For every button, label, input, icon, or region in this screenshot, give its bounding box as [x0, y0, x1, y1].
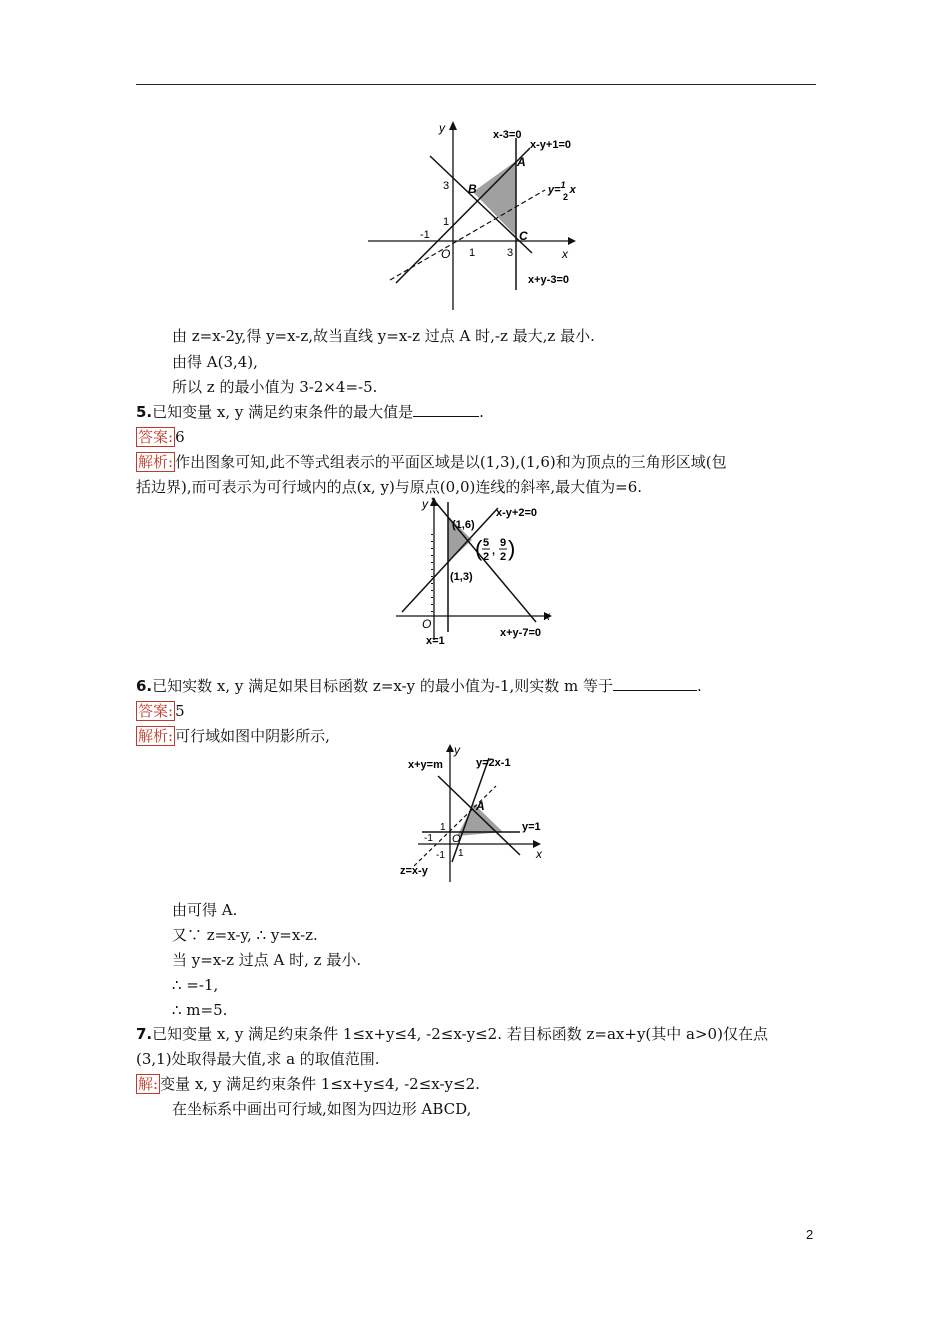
- frac-b-den: 2: [500, 551, 507, 563]
- label-x-equals-1: x=1: [426, 635, 445, 646]
- question-5: [136, 399, 816, 425]
- q6-analysis-text: 可行域如图中阴影所示,: [175, 727, 330, 745]
- question-6: [136, 673, 816, 699]
- tick-y-1: 1: [440, 822, 446, 833]
- header-rule: [136, 84, 816, 85]
- svg-text:,: ,: [492, 545, 496, 557]
- label-x-minus-y-plus-2: x-y+2=0: [496, 507, 537, 519]
- sol4-line-2: 由得 A(3,4),: [172, 353, 258, 371]
- axis-label-x: x: [562, 247, 568, 261]
- q5-analysis-1: [136, 449, 816, 475]
- x-arrow: [568, 237, 576, 245]
- label-y-1: y=1: [522, 821, 541, 833]
- axis-label-x: x: [544, 609, 550, 623]
- label-x-plus-y-minus-3: x+y-3=0: [528, 274, 569, 286]
- q5-answer-value: 6: [175, 428, 185, 446]
- answer-tag: 答案:: [138, 702, 174, 720]
- tick-x-3: 3: [507, 247, 514, 259]
- axis-label-x: x: [536, 847, 542, 861]
- analysis-tag: 解析:: [138, 453, 174, 471]
- figure-1-feasible-region: [360, 118, 590, 313]
- question-7: [136, 1021, 816, 1047]
- label-x-minus-3: x-3=0: [493, 129, 522, 141]
- q5-analysis-2: 括边界),而可表示为可行域内的点(x, y)与原点(0,0)连线的斜率,最大值为=6.: [136, 478, 643, 496]
- answer-tag: 答案:: [138, 428, 174, 446]
- point-a-label: A: [517, 155, 526, 169]
- label-x-plus-y-m: x+y=m: [408, 759, 443, 771]
- label-x-minus-y-plus-1: x-y+1=0: [530, 139, 571, 151]
- point-5-2-9-2: [475, 536, 515, 563]
- y-arrow: [449, 121, 457, 130]
- question-7-text-2: (3,1)处取得最大值,求 a 的取值范围.: [136, 1050, 380, 1068]
- point-a-label: A: [476, 799, 485, 813]
- svg-text:(: (: [475, 536, 483, 561]
- solution-tag: 解:: [138, 1075, 159, 1093]
- tick-x-1: 1: [458, 848, 464, 859]
- analysis-tag: 解析:: [138, 727, 174, 745]
- label-x-plus-y-minus-7: x+y-7=0: [500, 627, 541, 639]
- frac-a-den: 2: [483, 551, 490, 563]
- sol6-line-5: ∴ m=5.: [172, 1001, 228, 1019]
- page-number: 2: [806, 1227, 814, 1242]
- tick-y-neg1: -1: [436, 850, 445, 861]
- question-7-text-1: 已知变量 x, y 满足约束条件 1≤x+y≤4, -2≤x-y≤2. 若目标函数 z=ax+y(其中 a>0)仅在点: [152, 1025, 768, 1043]
- svg-text:): ): [508, 536, 516, 561]
- axis-label-y: y: [422, 497, 428, 511]
- origin-label: O: [441, 247, 451, 261]
- frac-b-num: 9: [500, 537, 507, 549]
- frac-a-num: 5: [483, 537, 490, 549]
- tick-x-neg1: -1: [420, 229, 430, 241]
- sol6-line-2: 又∵ z=x-y, ∴ y=x-z.: [172, 926, 318, 944]
- sol4-line-1: 由 z=x-2y,得 y=x-z,故当直线 y=x-z 过点 A 时,-z 最大,z 最小.: [172, 327, 595, 345]
- answer-blank: [413, 402, 479, 417]
- q7-solution-text-1: 变量 x, y 满足约束条件 1≤x+y≤4, -2≤x-y≤2.: [160, 1075, 480, 1093]
- question-6-text: 已知实数 x, y 满足如果目标函数 z=x-y 的最小值为-1,则实数 m 等于: [152, 677, 614, 695]
- q7-solution-2: 在坐标系中画出可行域,如图为四边形 ABCD,: [172, 1100, 472, 1118]
- q7-solution-1: [136, 1071, 816, 1097]
- point-b-label: B: [468, 182, 477, 196]
- question-5-text: 已知变量 x, y 满足约束条件的最大值是: [152, 403, 414, 421]
- answer-blank: [613, 676, 697, 691]
- sol6-line-4: ∴ =-1,: [172, 976, 219, 994]
- tick-y-3: 3: [443, 180, 450, 192]
- figure-2-feasible-region: [392, 494, 562, 646]
- tick-x-1: 1: [469, 247, 476, 259]
- axis-label-y: y: [454, 743, 460, 757]
- tick-x-neg1: -1: [424, 833, 433, 844]
- tick-y-1: 1: [443, 216, 450, 228]
- q6-answer-value: 5: [175, 702, 185, 720]
- point-c-label: C: [519, 229, 528, 243]
- y-arrow: [446, 744, 454, 752]
- point-1-6: (1,6): [452, 519, 475, 531]
- sol4-line-3: 所以 z 的最小值为 3-2×4=-5.: [172, 378, 378, 396]
- point-1-3: (1,3): [450, 571, 473, 583]
- origin-label: O: [452, 833, 461, 845]
- q6-answer: [136, 698, 816, 724]
- label-z-x-y: z=x-y: [400, 865, 428, 877]
- label-half-den: 2: [563, 192, 569, 202]
- question-6-number: 6.: [136, 677, 153, 695]
- q5-answer: [136, 424, 816, 450]
- sol6-line-3: 当 y=x-z 过点 A 时, z 最小.: [172, 951, 362, 969]
- sol6-line-1: 由可得 A.: [172, 901, 238, 919]
- origin-label: O: [422, 617, 432, 631]
- question-6-end: .: [697, 677, 702, 695]
- question-7-number: 7.: [136, 1025, 153, 1043]
- question-5-end: .: [479, 403, 484, 421]
- label-half-x: y=$^1$ x: [548, 180, 576, 196]
- axis-label-y: y: [439, 121, 445, 135]
- label-y-2x-1: y=2x-1: [476, 757, 511, 769]
- question-5-number: 5.: [136, 403, 153, 421]
- q5-analysis-text-1: 作出图象可知,此不等式组表示的平面区域是以(1,3),(1,6)和为顶点的三角形区域(包: [175, 453, 727, 471]
- figure-3-feasible-region: [396, 742, 556, 884]
